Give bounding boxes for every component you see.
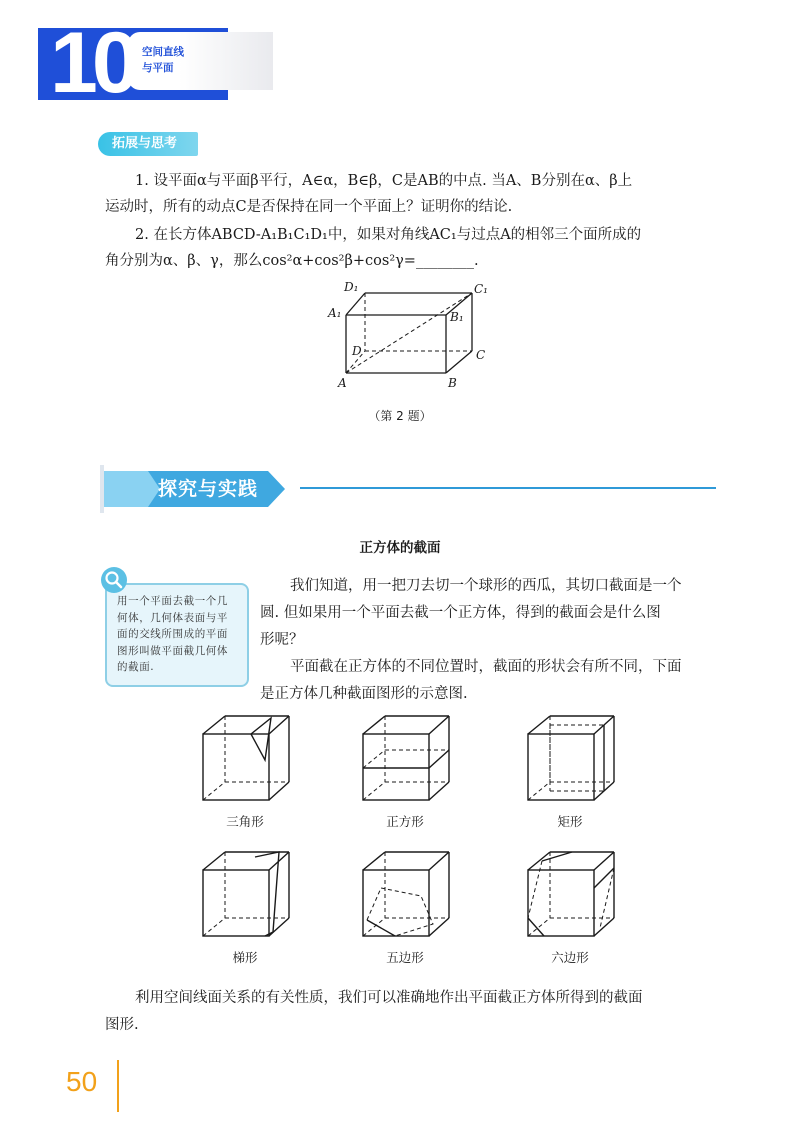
question-2-line-1: 2. 在长方体ABCD-A₁B₁C₁D₁中，如果对角线AC₁与过点A的相邻三个面所成的 xyxy=(135,227,642,243)
chapter-title-line-2: 与平面 xyxy=(142,62,174,74)
subsection-title: 正方体的截面 xyxy=(359,540,441,556)
figure-label-trapezoid: 梯形 xyxy=(232,950,258,965)
cube-triangle-section xyxy=(195,712,295,807)
cuboid-figure xyxy=(320,275,500,395)
body-p1-line-3: 形呢？ xyxy=(260,632,304,648)
cube-pentagon-section xyxy=(355,848,455,943)
label-a1: A₁ xyxy=(328,306,342,320)
label-a: A xyxy=(338,376,347,390)
body-p2-line-2: 是正方体几种截面图形的示意图. xyxy=(260,686,468,702)
section-divider xyxy=(300,487,716,489)
figure-label-hexagon: 六边形 xyxy=(551,950,589,965)
cube-square-section xyxy=(355,712,455,807)
label-b1: B₁ xyxy=(450,310,464,324)
magnifier-icon xyxy=(100,566,128,594)
body-p3-line-1: 利用空间线面关系的有关性质，我们可以准确地作出平面截正方体所得到的截面 xyxy=(135,990,643,1006)
cube-trapezoid-section xyxy=(195,848,295,943)
cube-rectangle-section xyxy=(520,712,620,807)
figure-label-pentagon: 五边形 xyxy=(386,950,424,965)
cube-hexagon-section xyxy=(520,848,620,943)
question-1-line-2: 运动时，所有的动点C是否保持在同一个平面上？证明你的结论. xyxy=(105,199,513,215)
label-b: B xyxy=(448,376,457,390)
page-number: 50 xyxy=(66,1066,98,1097)
label-d1: D₁ xyxy=(344,280,359,294)
question-1-line-1: 1. 设平面α与平面β平行，A∈α，B∈β，C是AB的中点. 当A、B分别在α、β上 xyxy=(135,173,633,189)
edge-a1d1 xyxy=(346,293,365,315)
question-2-line-2: 角分别为α、β、γ，那么cos²α+cos²β+cos²γ=________. xyxy=(105,253,479,269)
figure-label-triangle: 三角形 xyxy=(226,814,264,829)
label-c1: C₁ xyxy=(474,282,488,296)
figure-label-rectangle: 矩形 xyxy=(557,814,583,829)
label-d: D xyxy=(352,344,362,358)
note-text: 用一个平面去截一个几何体，几何体表面与平面的交线所围成的平面图形叫做平面截几何体的截面. xyxy=(117,595,228,673)
body-p3-line-2: 图形. xyxy=(105,1017,139,1033)
page-number-divider xyxy=(117,1060,119,1112)
chapter-title-line-1: 空间直线 xyxy=(142,46,184,58)
section-title: 探究与实践 xyxy=(158,478,259,500)
chapter-number: 10 xyxy=(50,15,134,111)
extension-badge: 拓展与思考 xyxy=(98,132,198,156)
label-c: C xyxy=(476,348,486,362)
figure-label-square: 正方形 xyxy=(386,814,424,829)
body-p1-line-1: 我们知道，用一把刀去切一个球形的西瓜，其切口截面是一个 xyxy=(290,578,682,594)
body-p1-line-2: 圆. 但如果用一个平面去截一个正方体，得到的截面会是什么图 xyxy=(260,605,661,621)
diagonal-ac1 xyxy=(346,293,472,373)
edge-bc xyxy=(446,351,472,373)
figure-caption: （第 2 题） xyxy=(368,409,432,423)
body-p2-line-1: 平面截在正方体的不同位置时，截面的形状会有所不同，下面 xyxy=(290,659,682,675)
